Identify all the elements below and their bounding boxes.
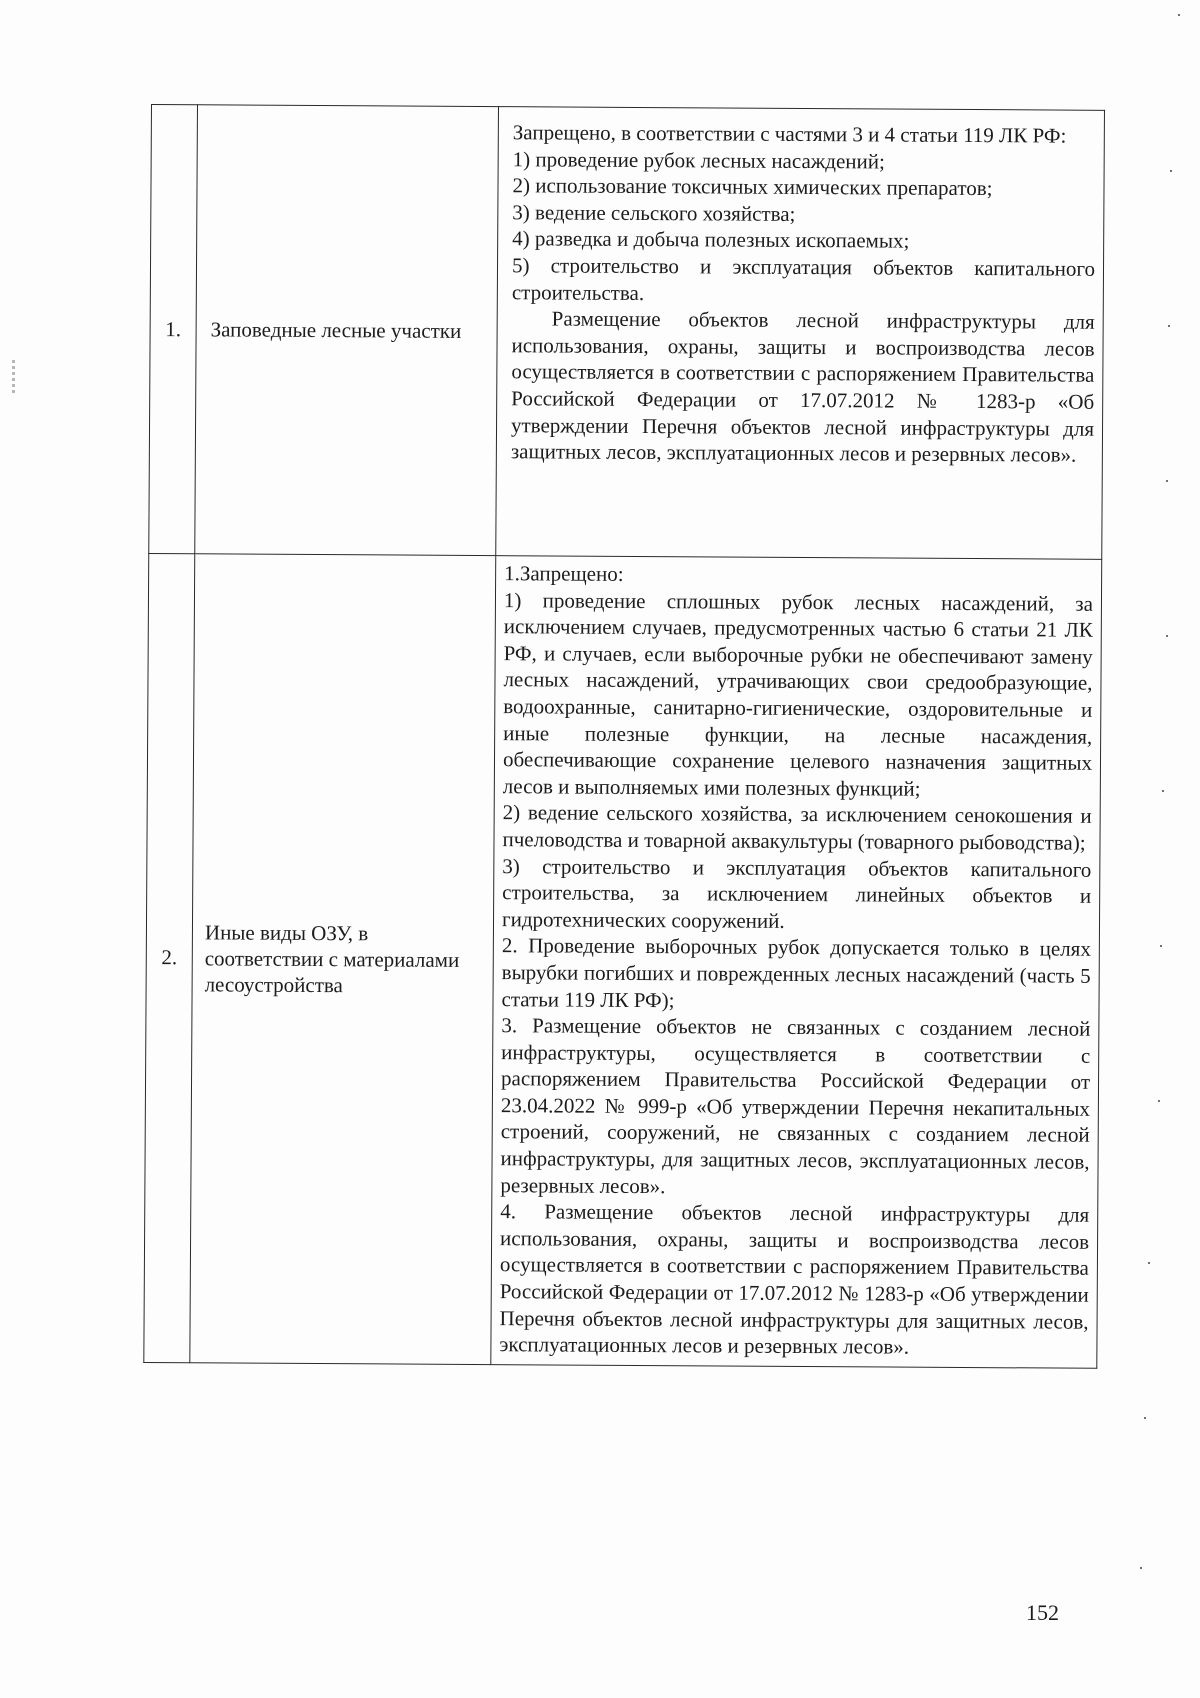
row-restrictions-text [491, 556, 1102, 1368]
scan-speck [1148, 1262, 1150, 1264]
scan-speck [1144, 1417, 1146, 1419]
restriction-item: 3) ведение сельского хозяйства; [512, 199, 796, 226]
page-number: 152 [1026, 1600, 1059, 1625]
restriction-item: 2) использование токсичных химических препаратов; [512, 173, 993, 201]
restriction-closing: Размещение объектов лесной инфраструктуры для использования, охраны, защиты и воспроизводства лесов осуществляется в соответствии с распоряжением Правительства Российской Федерации от 17.07.2012 № 1283-р «Об утверждении Перечня объектов лесной инфраструктуры для защитных лесов, эксплуатационных лесов и резервных лесов». [510, 306, 1095, 467]
restrictions-table [143, 104, 1105, 1369]
row-restrictions-text [496, 107, 1105, 560]
scan-speck [1160, 945, 1162, 947]
restriction-item: 3) строительство и эксплуатация объектов капитального строительства, за исключением линейных объектов и гидротехнических сооружений. [501, 853, 1092, 933]
restriction-item: 5) строительство и эксплуатация объектов капитального строительства. [511, 253, 1096, 305]
restriction-item: 2) ведение сельского хозяйства, за исключением сенокошения и пчеловодства и товарной аквакультуры (товарного рыбоводства); [502, 800, 1092, 855]
restriction-point: 3. Размещение объектов не связанных с созданием лесной инфраструктуры, осуществляется в соответствии с распоряжением Правительства Российской Федерации от 23.04.2022 № 999-р «Об утверждении Перечня некапитальных строений, сооружений, не связанных с созданием лесной инфраструктуры, для защитных лесов, эксплуатационных лесов, резервных лесов». [500, 1013, 1091, 1198]
restriction-intro: Запрещено, в соответствии с частями 3 и 4 статьи 119 ЛК РФ: [512, 120, 1067, 148]
restriction-item: 1) проведение сплошных рубок лесных насаждений, за исключением случаев, предусмотренных частью 6 статьи 21 ЛК РФ, и случаев, если выборочные рубки не обеспечивают замену лесных насаждений, утрачивающих свои средообразующие, водоохранные, санитарно-гигиенические, оздоровительные и иные полезные функции, на лесные насаждения, обеспечивающие сохранение целевого назначения защитных лесов и выполняемых ими полезных функций; [502, 587, 1094, 801]
scan-speck [1166, 635, 1168, 637]
table-row [149, 105, 1105, 560]
scan-speck [1178, 14, 1180, 16]
scan-speck [1170, 170, 1172, 172]
row-category-name: Иные виды ОЗУ, в соответствии с материалами лесоустройства [190, 554, 496, 1365]
restriction-point: 2. Проведение выборочных рубок допускается только в целях вырубки погибших и поврежденных лесных насаждений (часть 5 статьи 119 ЛК РФ); [501, 933, 1091, 1012]
restriction-item: 1) проведение рубок лесных насаждений; [512, 146, 885, 174]
row-number: 1. [149, 105, 198, 554]
scan-speck [1162, 790, 1164, 792]
restriction-heading: 1.Запрещено: [504, 561, 624, 586]
restriction-item: 4) разведка и добыча полезных ископаемых; [512, 226, 910, 254]
scan-speck [1158, 1100, 1160, 1102]
table-row [144, 553, 1102, 1368]
restriction-point: 4. Размещение объектов лесной инфраструктуры для использования, охраны, защиты и воспроизводства лесов осуществляется в соответствии с распоряжением Правительства Российской Федерации от 17.07.2012 № 1283-р «Об утверждении Перечня объектов лесной инфраструктуры для защитных лесов, эксплуатационных лесов и резервных лесов». [499, 1199, 1090, 1359]
row-category-name: Заповедные лесные участки [195, 105, 499, 556]
scan-speck [1140, 1567, 1142, 1569]
row-number: 2. [144, 553, 195, 1362]
scan-margin-mark [12, 360, 15, 394]
scan-speck [1168, 325, 1170, 327]
scan-speck [1166, 480, 1168, 482]
